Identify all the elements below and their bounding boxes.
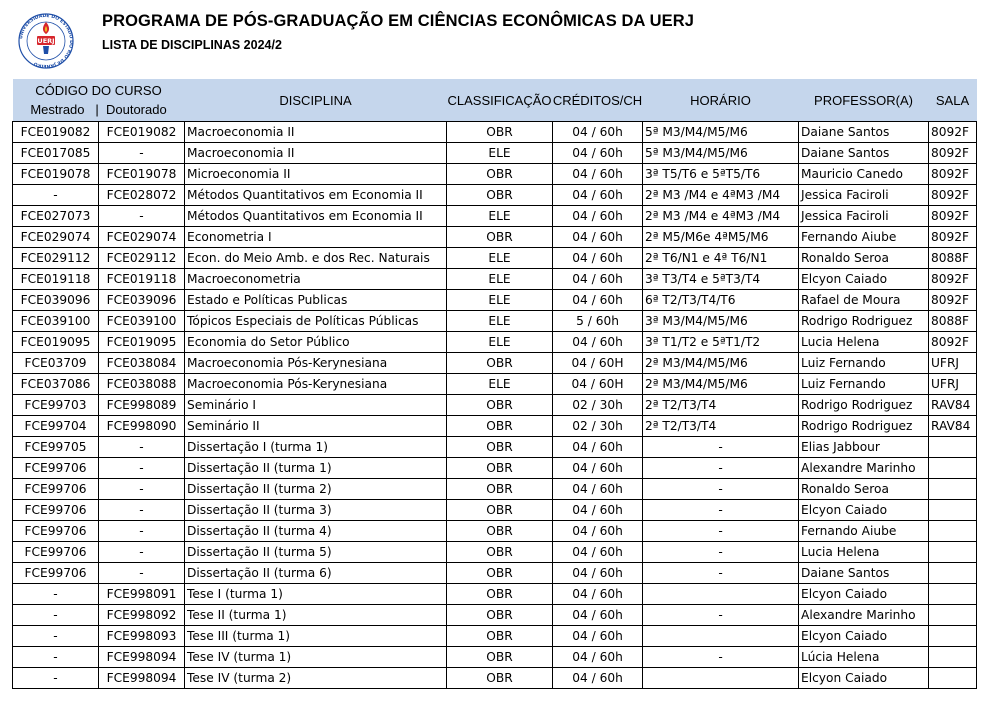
table-row bbox=[13, 164, 977, 185]
cell-creditos: 04 / 60h bbox=[553, 164, 643, 185]
cell-mestrado: - bbox=[13, 626, 99, 647]
cell-professor: Elcyon Caiado bbox=[799, 584, 929, 605]
cell-doutorado: - bbox=[99, 143, 185, 164]
cell-mestrado: FCE039096 bbox=[13, 290, 99, 311]
table-row bbox=[13, 332, 977, 353]
cell-sala: 8092F bbox=[929, 206, 977, 227]
cell-classificacao: ELE bbox=[447, 269, 553, 290]
table-row bbox=[13, 584, 977, 605]
table-row bbox=[13, 479, 977, 500]
cell-doutorado: FCE019118 bbox=[99, 269, 185, 290]
cell-mestrado: FCE019078 bbox=[13, 164, 99, 185]
cell-disciplina: Microeconomia II bbox=[185, 164, 447, 185]
cell-mestrado: FCE027073 bbox=[13, 206, 99, 227]
header-doutorado: Doutorado bbox=[105, 102, 167, 117]
cell-mestrado: FCE99706 bbox=[13, 563, 99, 584]
table-row bbox=[13, 605, 977, 626]
cell-doutorado: - bbox=[99, 206, 185, 227]
cell-disciplina: Tese III (turma 1) bbox=[185, 626, 447, 647]
page-title: PROGRAMA DE PÓS-GRADUAÇÃO EM CIÊNCIAS ECONÔMICAS DA UERJ bbox=[102, 12, 694, 30]
cell-horario: 6ª T2/T3/T4/T6 bbox=[643, 290, 799, 311]
cell-disciplina: Tese IV (turma 1) bbox=[185, 647, 447, 668]
table-row bbox=[13, 227, 977, 248]
cell-disciplina: Métodos Quantitativos em Economia II bbox=[185, 185, 447, 206]
cell-sala: UFRJ bbox=[929, 374, 977, 395]
cell-creditos: 04 / 60h bbox=[553, 542, 643, 563]
cell-creditos: 04 / 60h bbox=[553, 206, 643, 227]
cell-professor: Daiane Santos bbox=[799, 563, 929, 584]
table-row bbox=[13, 458, 977, 479]
cell-professor: Elcyon Caiado bbox=[799, 269, 929, 290]
header-disciplina: DISCIPLINA bbox=[185, 79, 447, 122]
cell-professor: Elcyon Caiado bbox=[799, 668, 929, 689]
cell-doutorado: FCE998094 bbox=[99, 647, 185, 668]
header-professor: PROFESSOR(A) bbox=[799, 79, 929, 122]
cell-sala: 8092F bbox=[929, 269, 977, 290]
cell-horario: 2ª M5/M6e 4ªM5/M6 bbox=[643, 227, 799, 248]
cell-professor: Ronaldo Seroa bbox=[799, 248, 929, 269]
cell-disciplina: Dissertação II (turma 1) bbox=[185, 458, 447, 479]
table-row bbox=[13, 185, 977, 206]
cell-mestrado: - bbox=[13, 185, 99, 206]
cell-professor: Jessica Faciroli bbox=[799, 206, 929, 227]
table-row bbox=[13, 542, 977, 563]
cell-doutorado: FCE998090 bbox=[99, 416, 185, 437]
cell-creditos: 04 / 60h bbox=[553, 269, 643, 290]
cell-disciplina: Métodos Quantitativos em Economia II bbox=[185, 206, 447, 227]
cell-creditos: 04 / 60H bbox=[553, 353, 643, 374]
cell-classificacao: OBR bbox=[447, 395, 553, 416]
cell-professor: Mauricio Canedo bbox=[799, 164, 929, 185]
cell-creditos: 04 / 60h bbox=[553, 290, 643, 311]
cell-sala bbox=[929, 605, 977, 626]
cell-classificacao: ELE bbox=[447, 143, 553, 164]
logo-ring-text: UNIVERSIDADE DO ESTADO DO RIO DE JANEIRO bbox=[19, 13, 74, 69]
cell-classificacao: OBR bbox=[447, 542, 553, 563]
cell-horario: - bbox=[643, 605, 799, 626]
header-mestrado: Mestrado bbox=[30, 102, 85, 117]
cell-classificacao: ELE bbox=[447, 206, 553, 227]
cell-creditos: 04 / 60h bbox=[553, 332, 643, 353]
cell-mestrado: - bbox=[13, 584, 99, 605]
cell-creditos: 04 / 60h bbox=[553, 668, 643, 689]
cell-professor: Elcyon Caiado bbox=[799, 500, 929, 521]
cell-doutorado: FCE038084 bbox=[99, 353, 185, 374]
header-horario: HORÁRIO bbox=[643, 79, 799, 122]
logo-text: UERJ bbox=[37, 37, 55, 46]
cell-horario: 2ª T6/N1 e 4ª T6/N1 bbox=[643, 248, 799, 269]
cell-classificacao: OBR bbox=[447, 437, 553, 458]
cell-classificacao: OBR bbox=[447, 584, 553, 605]
cell-doutorado: FCE029112 bbox=[99, 248, 185, 269]
cell-disciplina: Tese IV (turma 2) bbox=[185, 668, 447, 689]
cell-creditos: 04 / 60h bbox=[553, 605, 643, 626]
cell-creditos: 5 / 60h bbox=[553, 311, 643, 332]
cell-mestrado: FCE99705 bbox=[13, 437, 99, 458]
cell-mestrado: FCE99706 bbox=[13, 458, 99, 479]
cell-sala bbox=[929, 563, 977, 584]
cell-sala bbox=[929, 584, 977, 605]
cell-horario: - bbox=[643, 647, 799, 668]
cell-disciplina: Dissertação II (turma 4) bbox=[185, 521, 447, 542]
header-codigo bbox=[13, 79, 185, 122]
cell-doutorado: FCE998091 bbox=[99, 584, 185, 605]
cell-sala bbox=[929, 542, 977, 563]
table-row bbox=[13, 668, 977, 689]
table-header bbox=[13, 79, 977, 122]
cell-sala bbox=[929, 500, 977, 521]
cell-horario: 2ª T2/T3/T4 bbox=[643, 395, 799, 416]
cell-sala: 8092F bbox=[929, 164, 977, 185]
cell-mestrado: FCE03709 bbox=[13, 353, 99, 374]
cell-sala: 8092F bbox=[929, 332, 977, 353]
cell-doutorado: - bbox=[99, 521, 185, 542]
cell-classificacao: OBR bbox=[447, 668, 553, 689]
cell-horario: 3ª T3/T4 e 5ªT3/T4 bbox=[643, 269, 799, 290]
cell-professor: Lúcia Helena bbox=[799, 647, 929, 668]
cell-professor: Rodrigo Rodriguez bbox=[799, 395, 929, 416]
cell-creditos: 04 / 60h bbox=[553, 521, 643, 542]
cell-mestrado: FCE017085 bbox=[13, 143, 99, 164]
table-row bbox=[13, 353, 977, 374]
cell-disciplina: Dissertação II (turma 6) bbox=[185, 563, 447, 584]
cell-horario: - bbox=[643, 563, 799, 584]
cell-sala: 8092F bbox=[929, 122, 977, 143]
table-row bbox=[13, 416, 977, 437]
cell-horario bbox=[643, 626, 799, 647]
cell-disciplina: Seminário I bbox=[185, 395, 447, 416]
cell-classificacao: OBR bbox=[447, 605, 553, 626]
cell-horario: 5ª M3/M4/M5/M6 bbox=[643, 122, 799, 143]
cell-creditos: 04 / 60h bbox=[553, 500, 643, 521]
cell-mestrado: FCE99706 bbox=[13, 542, 99, 563]
cell-mestrado: FCE037086 bbox=[13, 374, 99, 395]
table-row bbox=[13, 206, 977, 227]
cell-classificacao: OBR bbox=[447, 416, 553, 437]
cell-professor: Lucia Helena bbox=[799, 542, 929, 563]
cell-creditos: 04 / 60h bbox=[553, 227, 643, 248]
cell-mestrado: FCE019082 bbox=[13, 122, 99, 143]
table-row bbox=[13, 626, 977, 647]
table-row bbox=[13, 374, 977, 395]
cell-doutorado: FCE028072 bbox=[99, 185, 185, 206]
cell-mestrado: FCE029112 bbox=[13, 248, 99, 269]
cell-horario: - bbox=[643, 458, 799, 479]
cell-doutorado: FCE019078 bbox=[99, 164, 185, 185]
cell-creditos: 04 / 60h bbox=[553, 647, 643, 668]
header-codigo-sub bbox=[13, 101, 185, 119]
table-row bbox=[13, 122, 977, 143]
cell-disciplina: Macroeconomia II bbox=[185, 143, 447, 164]
cell-sala bbox=[929, 626, 977, 647]
cell-horario: 2ª M3 /M4 e 4ªM3 /M4 bbox=[643, 185, 799, 206]
table-row bbox=[13, 563, 977, 584]
cell-mestrado: FCE99703 bbox=[13, 395, 99, 416]
cell-disciplina: Tópicos Especiais de Políticas Públicas bbox=[185, 311, 447, 332]
cell-disciplina: Macroeconometria bbox=[185, 269, 447, 290]
header-classificacao: CLASSIFICAÇÃO bbox=[447, 79, 553, 122]
cell-mestrado: FCE99706 bbox=[13, 521, 99, 542]
cell-disciplina: Econometria I bbox=[185, 227, 447, 248]
cell-professor: Rodrigo Rodriguez bbox=[799, 311, 929, 332]
header-creditos: CRÉDITOS/CH bbox=[553, 79, 643, 122]
cell-sala: UFRJ bbox=[929, 353, 977, 374]
table-row bbox=[13, 269, 977, 290]
cell-professor: Luiz Fernando bbox=[799, 374, 929, 395]
cell-creditos: 04 / 60H bbox=[553, 374, 643, 395]
cell-classificacao: ELE bbox=[447, 311, 553, 332]
header-separator: | bbox=[95, 102, 99, 117]
cell-professor: Alexandre Marinho bbox=[799, 605, 929, 626]
cell-classificacao: OBR bbox=[447, 500, 553, 521]
cell-disciplina: Economia do Setor Público bbox=[185, 332, 447, 353]
cell-sala: RAV84 bbox=[929, 395, 977, 416]
cell-professor: Daiane Santos bbox=[799, 122, 929, 143]
cell-horario bbox=[643, 584, 799, 605]
cell-mestrado: - bbox=[13, 668, 99, 689]
cell-doutorado: FCE998093 bbox=[99, 626, 185, 647]
table-row bbox=[13, 143, 977, 164]
cell-disciplina: Macroeconomia II bbox=[185, 122, 447, 143]
cell-classificacao: OBR bbox=[447, 227, 553, 248]
table-row bbox=[13, 248, 977, 269]
cell-disciplina: Seminário II bbox=[185, 416, 447, 437]
cell-doutorado: FCE039100 bbox=[99, 311, 185, 332]
cell-professor: Daiane Santos bbox=[799, 143, 929, 164]
uerj-logo bbox=[16, 8, 76, 74]
table-row bbox=[13, 437, 977, 458]
cell-horario: 3ª T1/T2 e 5ªT1/T2 bbox=[643, 332, 799, 353]
cell-classificacao: OBR bbox=[447, 626, 553, 647]
cell-mestrado: FCE029074 bbox=[13, 227, 99, 248]
cell-mestrado: FCE019118 bbox=[13, 269, 99, 290]
cell-classificacao: OBR bbox=[447, 479, 553, 500]
cell-disciplina: Econ. do Meio Amb. e dos Rec. Naturais bbox=[185, 248, 447, 269]
cell-professor: Rafael de Moura bbox=[799, 290, 929, 311]
cell-professor: Fernando Aiube bbox=[799, 227, 929, 248]
cell-disciplina: Dissertação II (turma 2) bbox=[185, 479, 447, 500]
cell-horario: 2ª M3/M4/M5/M6 bbox=[643, 353, 799, 374]
cell-doutorado: FCE038088 bbox=[99, 374, 185, 395]
cell-professor: Fernando Aiube bbox=[799, 521, 929, 542]
cell-professor: Lucia Helena bbox=[799, 332, 929, 353]
disciplinas-table bbox=[12, 79, 977, 689]
cell-horario: 5ª M3/M4/M5/M6 bbox=[643, 143, 799, 164]
cell-sala: RAV84 bbox=[929, 416, 977, 437]
cell-sala: 8088F bbox=[929, 311, 977, 332]
cell-disciplina: Macroeconomia Pós-Kerynesiana bbox=[185, 353, 447, 374]
page-subtitle: LISTA DE DISCIPLINAS 2024/2 bbox=[102, 38, 282, 52]
cell-disciplina: Dissertação II (turma 5) bbox=[185, 542, 447, 563]
cell-sala bbox=[929, 521, 977, 542]
cell-horario: - bbox=[643, 437, 799, 458]
cell-professor: Rodrigo Rodriguez bbox=[799, 416, 929, 437]
cell-horario: 3ª M3/M4/M5/M6 bbox=[643, 311, 799, 332]
header-sala: SALA bbox=[929, 79, 977, 122]
table-row bbox=[13, 395, 977, 416]
cell-creditos: 04 / 60h bbox=[553, 626, 643, 647]
cell-professor: Elcyon Caiado bbox=[799, 626, 929, 647]
cell-sala: 8092F bbox=[929, 290, 977, 311]
cell-mestrado: FCE99704 bbox=[13, 416, 99, 437]
cell-creditos: 04 / 60h bbox=[553, 437, 643, 458]
cell-sala: 8092F bbox=[929, 143, 977, 164]
cell-horario: - bbox=[643, 521, 799, 542]
cell-horario: - bbox=[643, 500, 799, 521]
cell-doutorado: FCE019082 bbox=[99, 122, 185, 143]
cell-professor: Luiz Fernando bbox=[799, 353, 929, 374]
cell-classificacao: OBR bbox=[447, 521, 553, 542]
cell-doutorado: FCE039096 bbox=[99, 290, 185, 311]
cell-sala: 8088F bbox=[929, 248, 977, 269]
cell-doutorado: - bbox=[99, 479, 185, 500]
cell-doutorado: - bbox=[99, 542, 185, 563]
cell-sala bbox=[929, 479, 977, 500]
cell-creditos: 04 / 60h bbox=[553, 563, 643, 584]
table-row bbox=[13, 647, 977, 668]
cell-mestrado: - bbox=[13, 605, 99, 626]
cell-horario: - bbox=[643, 542, 799, 563]
cell-doutorado: FCE998092 bbox=[99, 605, 185, 626]
cell-disciplina: Macroeconomia Pós-Kerynesiana bbox=[185, 374, 447, 395]
cell-disciplina: Dissertação I (turma 1) bbox=[185, 437, 447, 458]
cell-creditos: 04 / 60h bbox=[553, 185, 643, 206]
cell-classificacao: OBR bbox=[447, 122, 553, 143]
cell-horario: 2ª T2/T3/T4 bbox=[643, 416, 799, 437]
cell-creditos: 04 / 60h bbox=[553, 584, 643, 605]
cell-classificacao: OBR bbox=[447, 353, 553, 374]
cell-creditos: 04 / 60h bbox=[553, 479, 643, 500]
cell-creditos: 04 / 60h bbox=[553, 458, 643, 479]
cell-professor: Elias Jabbour bbox=[799, 437, 929, 458]
table-row bbox=[13, 521, 977, 542]
cell-doutorado: - bbox=[99, 563, 185, 584]
cell-sala bbox=[929, 458, 977, 479]
cell-classificacao: OBR bbox=[447, 563, 553, 584]
cell-creditos: 02 / 30h bbox=[553, 416, 643, 437]
cell-creditos: 02 / 30h bbox=[553, 395, 643, 416]
cell-classificacao: ELE bbox=[447, 332, 553, 353]
cell-creditos: 04 / 60h bbox=[553, 122, 643, 143]
cell-doutorado: FCE029074 bbox=[99, 227, 185, 248]
cell-classificacao: OBR bbox=[447, 185, 553, 206]
cell-disciplina: Dissertação II (turma 3) bbox=[185, 500, 447, 521]
cell-doutorado: - bbox=[99, 458, 185, 479]
cell-mestrado: - bbox=[13, 647, 99, 668]
table-row bbox=[13, 500, 977, 521]
table-row bbox=[13, 311, 977, 332]
cell-horario bbox=[643, 668, 799, 689]
cell-sala bbox=[929, 437, 977, 458]
cell-doutorado: - bbox=[99, 500, 185, 521]
table-row bbox=[13, 290, 977, 311]
cell-sala: 8092F bbox=[929, 227, 977, 248]
cell-classificacao: OBR bbox=[447, 164, 553, 185]
cell-mestrado: FCE039100 bbox=[13, 311, 99, 332]
cell-sala bbox=[929, 647, 977, 668]
cell-classificacao: ELE bbox=[447, 248, 553, 269]
cell-horario: 2ª M3 /M4 e 4ªM3 /M4 bbox=[643, 206, 799, 227]
cell-mestrado: FCE019095 bbox=[13, 332, 99, 353]
cell-mestrado: FCE99706 bbox=[13, 479, 99, 500]
cell-creditos: 04 / 60h bbox=[553, 143, 643, 164]
cell-doutorado: FCE998094 bbox=[99, 668, 185, 689]
cell-mestrado: FCE99706 bbox=[13, 500, 99, 521]
cell-professor: Jessica Faciroli bbox=[799, 185, 929, 206]
header-codigo-label: CÓDIGO DO CURSO bbox=[35, 83, 162, 98]
cell-sala bbox=[929, 668, 977, 689]
cell-disciplina: Estado e Políticas Publicas bbox=[185, 290, 447, 311]
cell-disciplina: Tese I (turma 1) bbox=[185, 584, 447, 605]
cell-classificacao: ELE bbox=[447, 290, 553, 311]
cell-horario: - bbox=[643, 479, 799, 500]
cell-doutorado: FCE998089 bbox=[99, 395, 185, 416]
cell-horario: 3ª T5/T6 e 5ªT5/T6 bbox=[643, 164, 799, 185]
cell-professor: Ronaldo Seroa bbox=[799, 479, 929, 500]
cell-classificacao: OBR bbox=[447, 458, 553, 479]
cell-creditos: 04 / 60h bbox=[553, 248, 643, 269]
cell-classificacao: ELE bbox=[447, 374, 553, 395]
cell-horario: 2ª M3/M4/M5/M6 bbox=[643, 374, 799, 395]
cell-professor: Alexandre Marinho bbox=[799, 458, 929, 479]
cell-doutorado: - bbox=[99, 437, 185, 458]
cell-doutorado: FCE019095 bbox=[99, 332, 185, 353]
cell-disciplina: Tese II (turma 1) bbox=[185, 605, 447, 626]
cell-sala: 8092F bbox=[929, 185, 977, 206]
cell-classificacao: OBR bbox=[447, 647, 553, 668]
